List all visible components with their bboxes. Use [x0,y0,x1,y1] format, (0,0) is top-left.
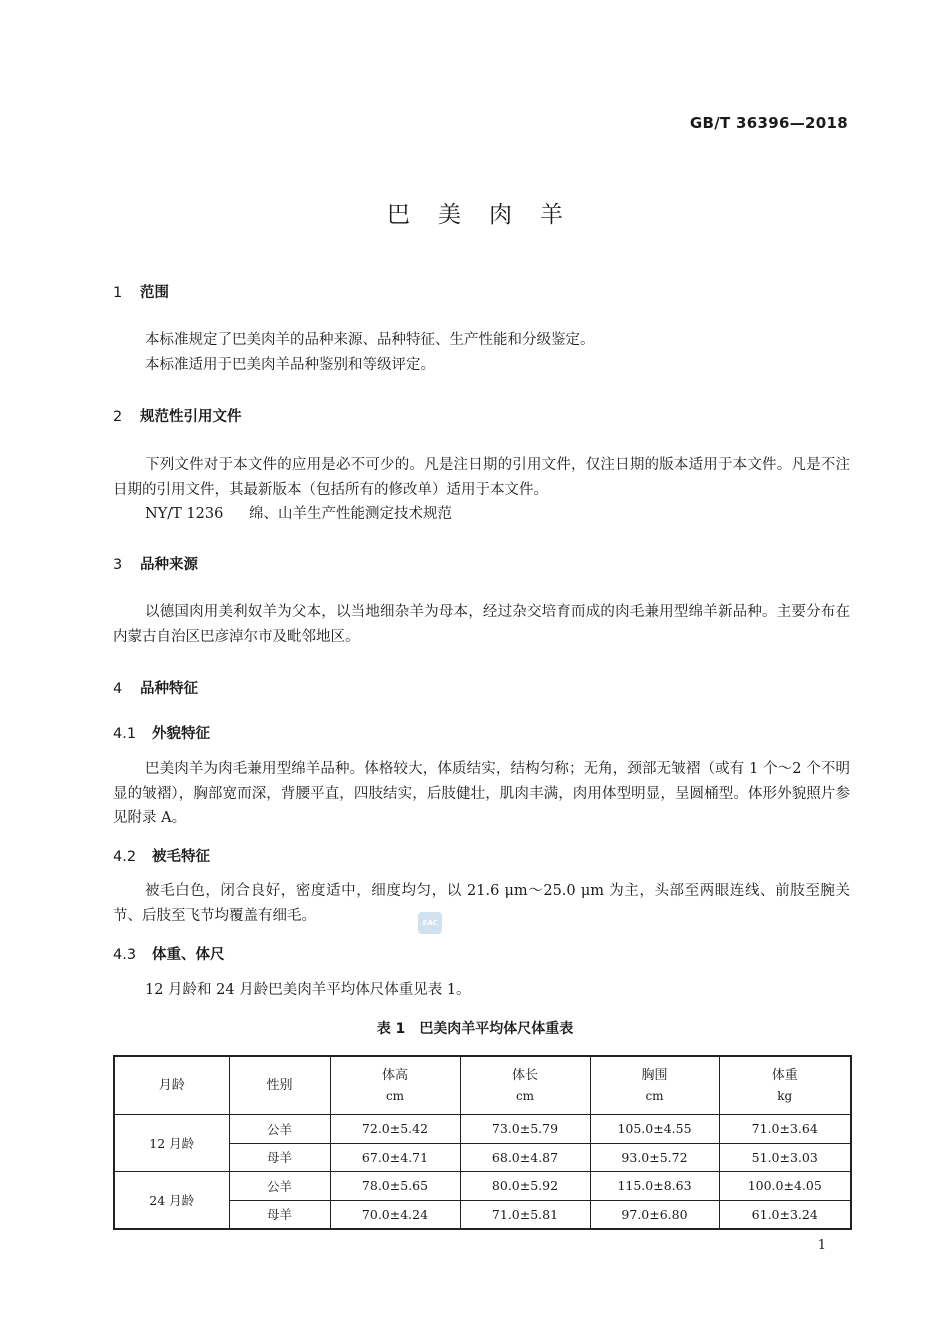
cell-length: 68.0±4.87 [460,1143,590,1172]
section-heading-4-1 [113,722,210,743]
reference-code: NY/T 1236 [145,506,224,522]
section-title: 被毛特征 [152,849,210,865]
section-heading-3 [113,553,198,574]
section-heading-2 [113,405,242,426]
header-height-label: 体高 [381,1067,408,1083]
section-title: 范围 [140,285,169,301]
cell-length: 80.0±5.92 [460,1172,590,1201]
header-chest-label: 胸围 [641,1067,668,1083]
paragraph-origin: 以德国肉用美利奴羊为父本，以当地细杂羊为母本，经过杂交培育而成的肉毛兼用型绵羊新品种。主要分布在内蒙古自治区巴彦淖尔市及毗邻地区。 [113,604,850,645]
header-sex: 性别 [229,1056,330,1115]
paragraph-scope-2: 本标准适用于巴美肉羊品种鉴别和等级评定。 [145,357,435,373]
cell-weight: 100.0±4.05 [719,1172,851,1201]
paragraph-body-size: 12 月龄和 24 月龄巴美肉羊平均体尺体重见表 1。 [145,982,471,998]
section-number: 4.2 [113,849,137,865]
section-heading-4 [113,677,198,698]
cell-weight: 51.0±3.03 [719,1143,851,1172]
header-weight-label: 体重 [771,1067,798,1083]
section-heading-4-3 [113,943,225,964]
section-number: 4.1 [113,726,137,742]
section-heading-4-2 [113,845,210,866]
table-row [114,1172,851,1201]
section-heading-1 [113,281,169,302]
cell-sex: 母羊 [229,1143,330,1172]
cell-age: 24 月龄 [114,1172,229,1230]
cell-weight: 71.0±3.64 [719,1115,851,1144]
table-row [114,1115,851,1144]
section-title: 体重、体尺 [152,947,225,963]
table-caption-number: 表 1 [376,1021,406,1037]
header-length-label: 体长 [511,1067,538,1083]
header-weight [719,1056,851,1115]
section-number: 2 [113,409,123,425]
standard-code: GB/T 36396—2018 [689,114,848,132]
section-title: 品种特征 [140,681,198,697]
section-title: 外貌特征 [152,726,210,742]
cell-sex: 母羊 [229,1200,330,1229]
reference-title: 绵、山羊生产性能测定技术规范 [249,506,452,522]
section-number: 4.3 [113,947,137,963]
header-weight-unit: kg [777,1088,793,1103]
cell-sex: 公羊 [229,1172,330,1201]
page-number: 1 [817,1238,826,1253]
header-height-unit: cm [385,1088,405,1103]
cell-length: 71.0±5.81 [460,1200,590,1229]
header-chest [590,1056,719,1115]
cell-height: 78.0±5.65 [330,1172,460,1201]
header-height [330,1056,460,1115]
document-title: 巴美肉羊 [387,202,591,228]
paragraph-fleece: 被毛白色，闭合良好，密度适中，细度均匀，以 21.6 μm～25.0 μm 为主，头部至两眼连线、前肢至腕关节、后肢至飞节均覆盖有细毛。 [113,883,850,924]
paragraph-scope-1: 本标准规定了巴美肉羊的品种来源、品种特征、生产性能和分级鉴定。 [145,332,595,348]
cell-height: 67.0±4.71 [330,1143,460,1172]
header-length-unit: cm [515,1088,535,1103]
section-title: 品种来源 [140,557,198,573]
normative-reference-item [145,502,850,527]
cell-height: 70.0±4.24 [330,1200,460,1229]
sac-watermark-logo: SAC [418,912,442,934]
header-chest-unit: cm [645,1088,664,1103]
table-caption-title: 巴美肉羊平均体尺体重表 [419,1021,574,1037]
cell-height: 72.0±5.42 [330,1115,460,1144]
cell-length: 73.0±5.79 [460,1115,590,1144]
table-caption [0,1018,950,1038]
paragraph-normative-refs: 下列文件对于本文件的应用是必不可少的。凡是注日期的引用文件，仅注日期的版本适用于本文件。凡是不注日期的引用文件，其最新版本（包括所有的修改单）适用于本文件。 [113,457,850,498]
header-length [460,1056,590,1115]
cell-age: 12 月龄 [114,1115,229,1172]
body-size-weight-table [113,1055,852,1230]
cell-sex: 公羊 [229,1115,330,1144]
cell-chest: 115.0±8.63 [590,1172,719,1201]
cell-weight: 61.0±3.24 [719,1200,851,1229]
cell-chest: 97.0±6.80 [590,1200,719,1229]
table-header-row [114,1056,851,1115]
section-number: 4 [113,681,123,697]
section-number: 1 [113,285,123,301]
header-age: 月龄 [114,1056,229,1115]
section-number: 3 [113,557,123,573]
paragraph-appearance: 巴美肉羊为肉毛兼用型绵羊品种。体格较大，体质结实，结构匀称；无角，颈部无皱褶（或有 1 个～2 个不明显的皱褶），胸部宽而深，背腰平直，四肢结实，后肢健壮，肌肉丰满，肉用体型明显，呈圆桶型。体形外貌照片参见附录 A。 [113,761,850,826]
section-title: 规范性引用文件 [140,409,242,425]
cell-chest: 105.0±4.55 [590,1115,719,1144]
cell-chest: 93.0±5.72 [590,1143,719,1172]
